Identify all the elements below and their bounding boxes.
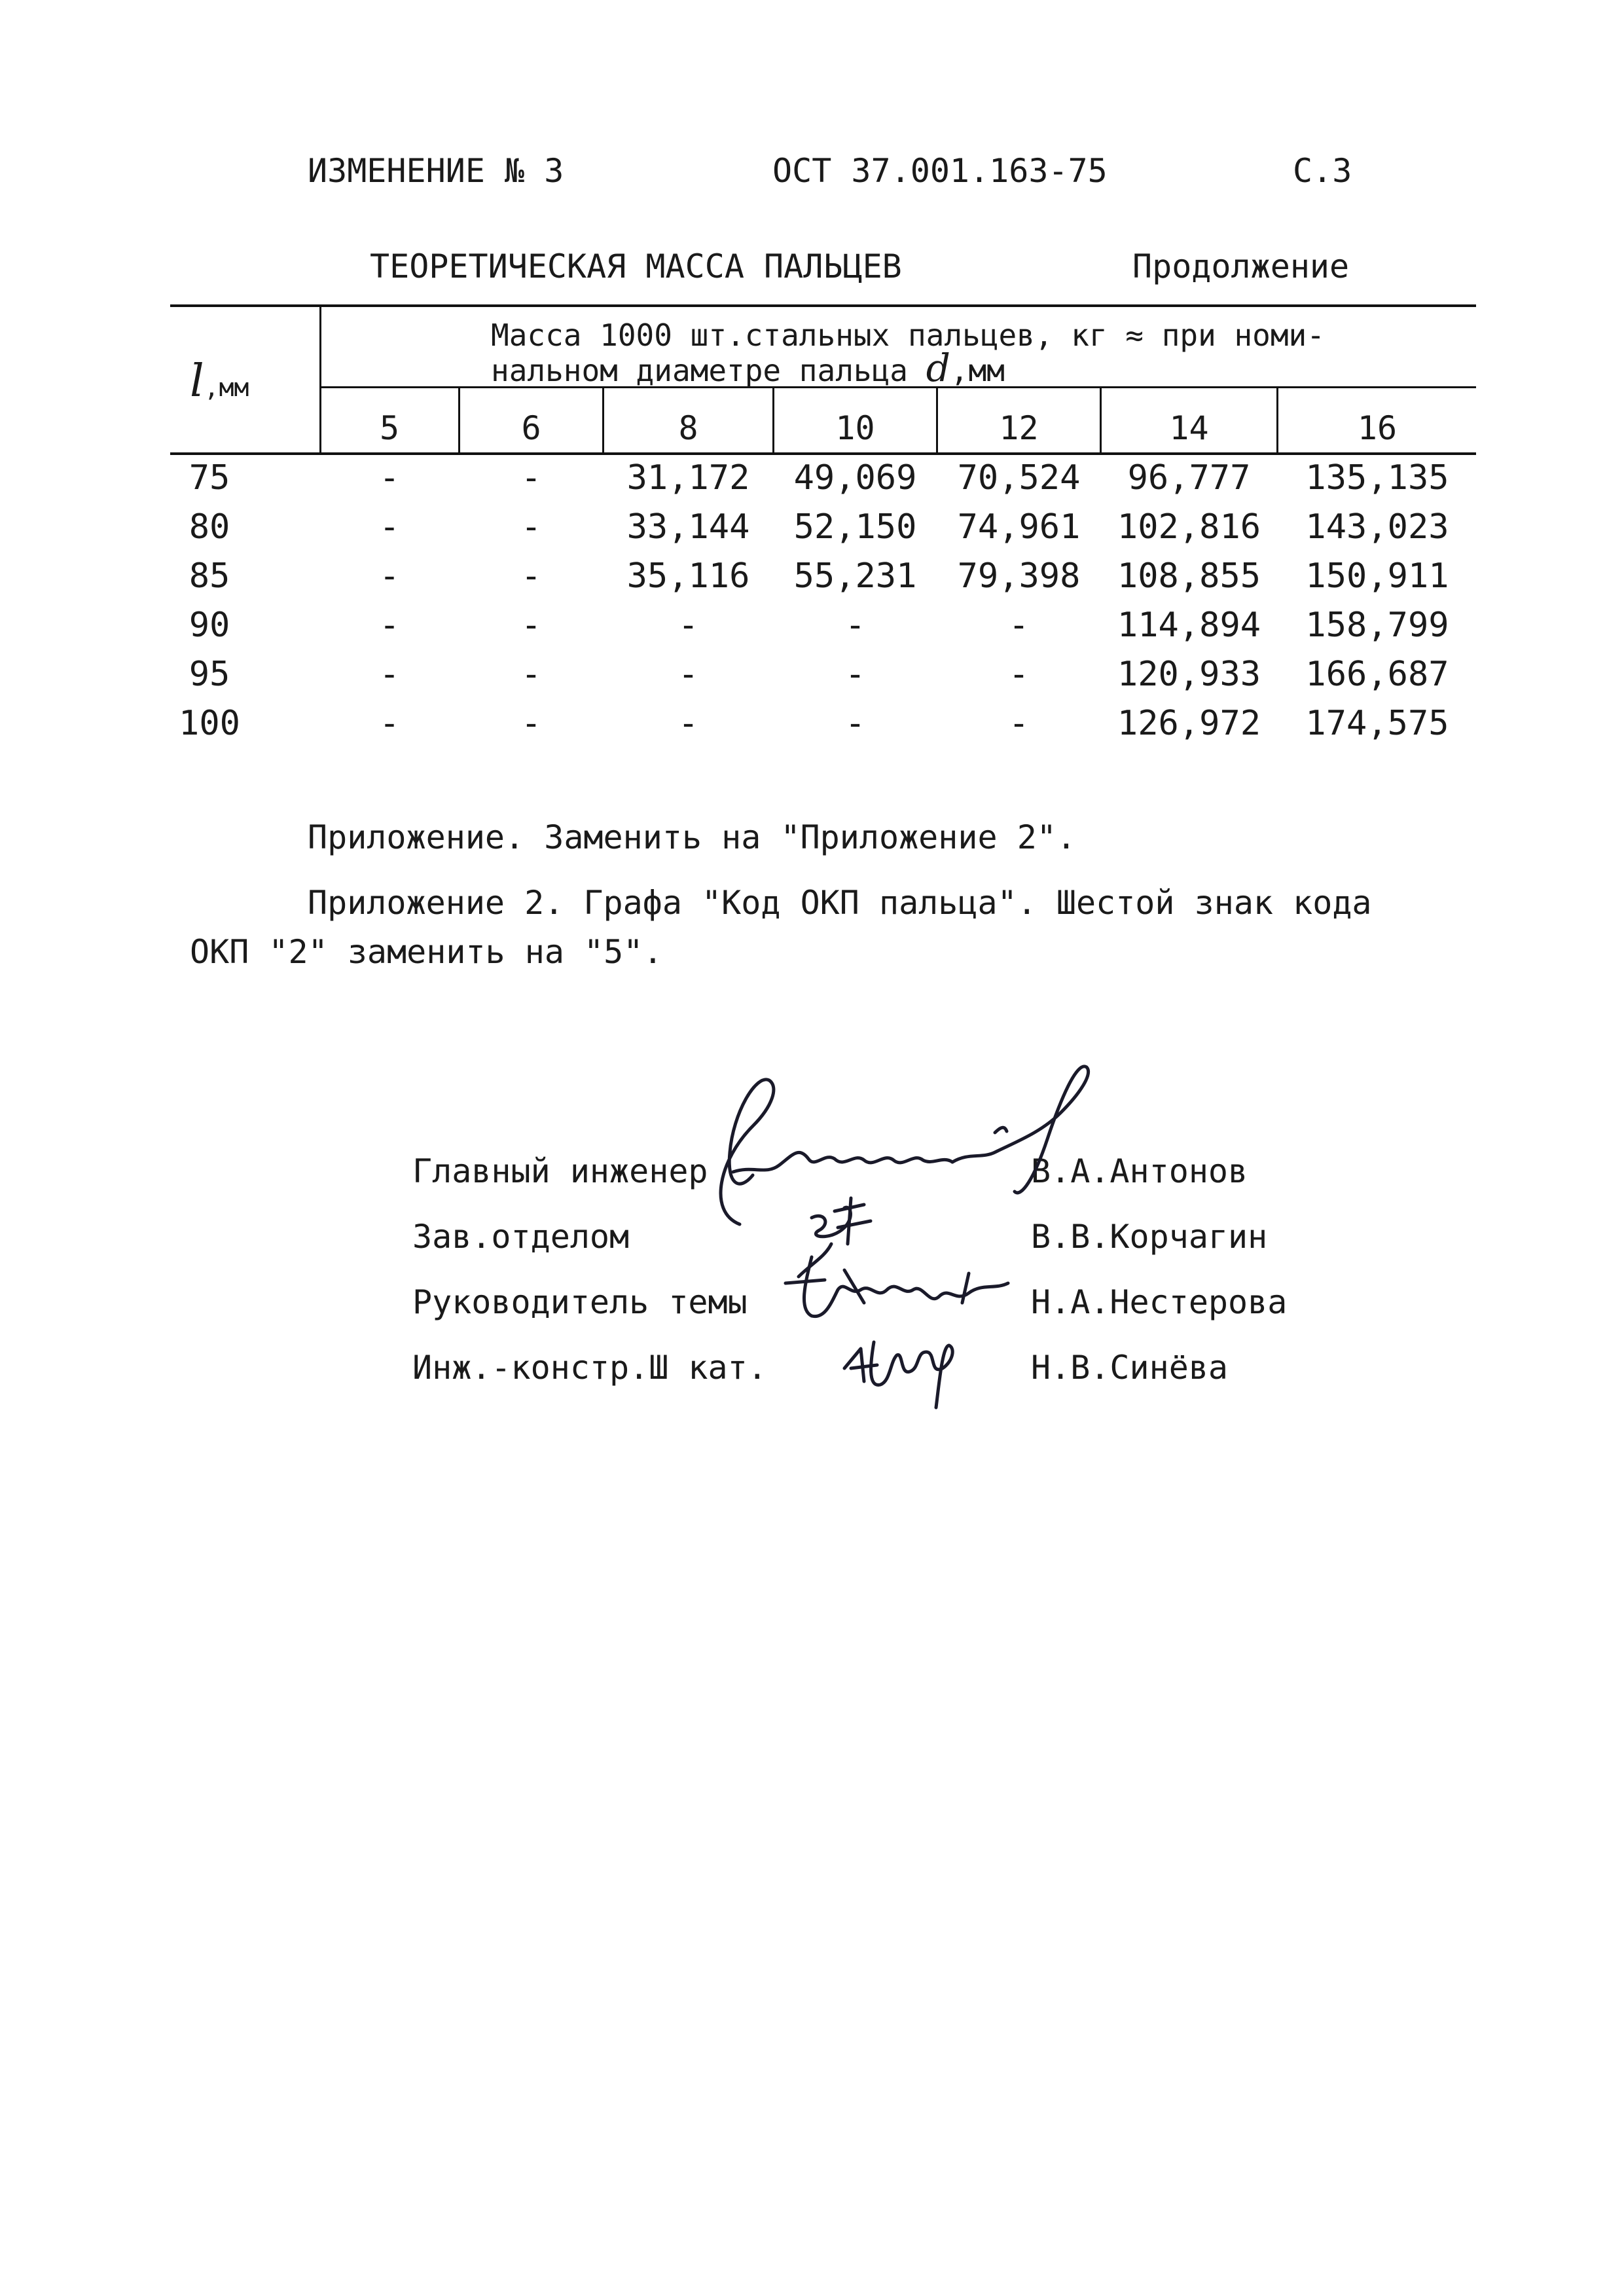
mass-cell: - [379, 507, 400, 547]
page-number: С.3 [1293, 152, 1352, 190]
mass-cell: - [844, 606, 866, 645]
mass-cell: 114,894 [1117, 606, 1261, 645]
diameter-col-6: 6 [521, 409, 541, 447]
table-title: ТЕОРЕТИЧЕСКАЯ МАССА ПАЛЬЦЕВ [370, 247, 902, 285]
mass-cell: 126,972 [1117, 704, 1261, 743]
mass-header-text: нальном диаметре пальца [491, 353, 908, 388]
signer-name: Н.В.Синёва [1031, 1349, 1229, 1387]
signature-nesterova [772, 1244, 1021, 1336]
mass-header-line2 [491, 346, 1005, 390]
length-cell: 100 [179, 704, 240, 743]
mass-cell: - [379, 606, 400, 645]
mass-cell: 70,524 [957, 458, 1081, 498]
length-header [190, 355, 249, 407]
diameter-col-5: 5 [379, 409, 400, 447]
mass-cell: 150,911 [1305, 556, 1449, 596]
length-symbol: l [190, 355, 204, 407]
length-cell: 90 [189, 606, 230, 645]
diameter-col-10: 10 [835, 409, 875, 447]
mass-cell: 174,575 [1305, 704, 1449, 743]
length-cell: 80 [189, 507, 230, 547]
mass-cell: 55,231 [793, 556, 917, 596]
mass-cell: 96,777 [1127, 458, 1251, 498]
signer-name: Н.А.Нестерова [1031, 1283, 1288, 1321]
signer-title: Главный инженер [412, 1152, 708, 1190]
mass-cell: - [844, 704, 866, 743]
mass-cell: - [520, 507, 542, 547]
mass-cell: - [520, 606, 542, 645]
mass-cell: - [677, 606, 699, 645]
standard-number: ОСТ 37.001.163-75 [772, 152, 1108, 190]
mass-cell: - [379, 556, 400, 596]
mass-cell: 135,135 [1305, 458, 1449, 498]
mass-cell: 166,687 [1305, 655, 1449, 694]
mass-cell: 52,150 [793, 507, 917, 547]
length-cell: 95 [189, 655, 230, 694]
mass-cell: - [677, 704, 699, 743]
diameter-symbol: d [926, 346, 950, 390]
signer-title: Руководитель темы [412, 1283, 748, 1321]
mass-header-line1: Масса 1000 шт.стальных пальцев, кг ≈ при номи- [491, 318, 1325, 353]
mass-cell: 31,172 [626, 458, 750, 498]
mass-cell: 74,961 [957, 507, 1081, 547]
mass-cell: - [379, 655, 400, 694]
mass-cell: - [520, 556, 542, 596]
change-number: ИЗМЕНЕНИЕ № 3 [308, 152, 564, 190]
signer-name: В.В.Корчагин [1031, 1218, 1268, 1256]
mass-cell: 108,855 [1117, 556, 1261, 596]
mass-cell: - [677, 655, 699, 694]
mass-cell: - [520, 655, 542, 694]
diameter-col-16: 16 [1357, 409, 1398, 447]
mass-cell: - [520, 458, 542, 498]
length-unit: ,мм [204, 373, 249, 402]
signer-title: Зав.отделом [412, 1218, 630, 1256]
mass-cell: 33,144 [626, 507, 750, 547]
mass-cell: 49,069 [793, 458, 917, 498]
signer-name: В.А.Антонов [1031, 1152, 1248, 1190]
mass-cell: 79,398 [957, 556, 1081, 596]
mass-cell: - [520, 704, 542, 743]
length-cell: 75 [189, 458, 230, 498]
mass-cell: - [379, 458, 400, 498]
mass-cell: - [379, 704, 400, 743]
mass-cell: 120,933 [1117, 655, 1261, 694]
diameter-col-12: 12 [999, 409, 1039, 447]
appendix2-note-line2: ОКП "2" заменить на "5". [190, 933, 663, 971]
diameter-unit: ,мм [950, 353, 1005, 388]
appendix-note: Приложение. Заменить на "Приложение 2". [308, 818, 1076, 856]
diameter-col-8: 8 [678, 409, 698, 447]
signer-title: Инж.-констр.Ш кат. [412, 1349, 767, 1387]
mass-cell: 102,816 [1117, 507, 1261, 547]
length-cell: 85 [189, 556, 230, 596]
mass-cell: 158,799 [1305, 606, 1449, 645]
mass-cell: - [1008, 606, 1030, 645]
mass-cell: 143,023 [1305, 507, 1449, 547]
mass-table [170, 304, 1476, 455]
mass-cell: - [1008, 704, 1030, 743]
diameter-col-14: 14 [1169, 409, 1209, 447]
continuation-label: Продолжение [1132, 247, 1350, 285]
mass-cell: - [1008, 655, 1030, 694]
signature-sineva [831, 1322, 1001, 1414]
mass-cell: 35,116 [626, 556, 750, 596]
appendix2-note-line1: Приложение 2. Графа "Код ОКП пальца". Шестой знак кода [308, 884, 1372, 922]
mass-cell: - [844, 655, 866, 694]
